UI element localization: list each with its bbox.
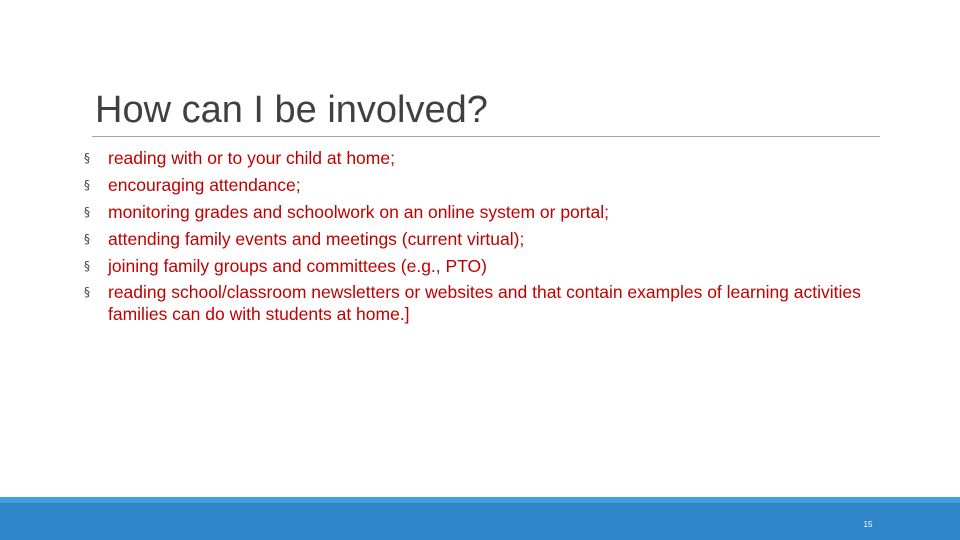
bullet-item	[84, 229, 904, 251]
page-number: 15	[863, 520, 873, 529]
bullet-text: monitoring grades and schoolwork on an online system or portal;	[108, 201, 609, 222]
footer-highlight-strip	[0, 497, 960, 503]
bullet-item	[84, 202, 904, 224]
bullet-icon: §	[84, 231, 90, 246]
title-divider	[92, 136, 880, 137]
bullet-text: encouraging attendance;	[108, 174, 301, 195]
bullet-list	[84, 148, 904, 331]
bullet-icon: §	[84, 258, 90, 273]
bullet-icon: §	[84, 151, 90, 165]
footer-bar	[0, 497, 960, 540]
slide-title: How can I be involved?	[95, 89, 488, 131]
bullet-icon: §	[84, 285, 90, 300]
bullet-item	[84, 148, 904, 170]
bullet-icon: §	[84, 204, 90, 219]
bullet-text: joining family groups and committees (e.g., PTO)	[108, 255, 488, 276]
bullet-item	[84, 256, 904, 278]
bullet-item	[84, 282, 904, 325]
bullet-text: attending family events and meetings (current virtual);	[108, 228, 525, 249]
bullet-item	[84, 175, 904, 197]
bullet-icon: §	[84, 177, 90, 192]
bullet-text: reading school/classroom newsletters or websites and that contain examples of learning activities families can do with students at home.]	[108, 282, 861, 325]
bullet-text: reading with or to your child at home;	[108, 148, 395, 168]
